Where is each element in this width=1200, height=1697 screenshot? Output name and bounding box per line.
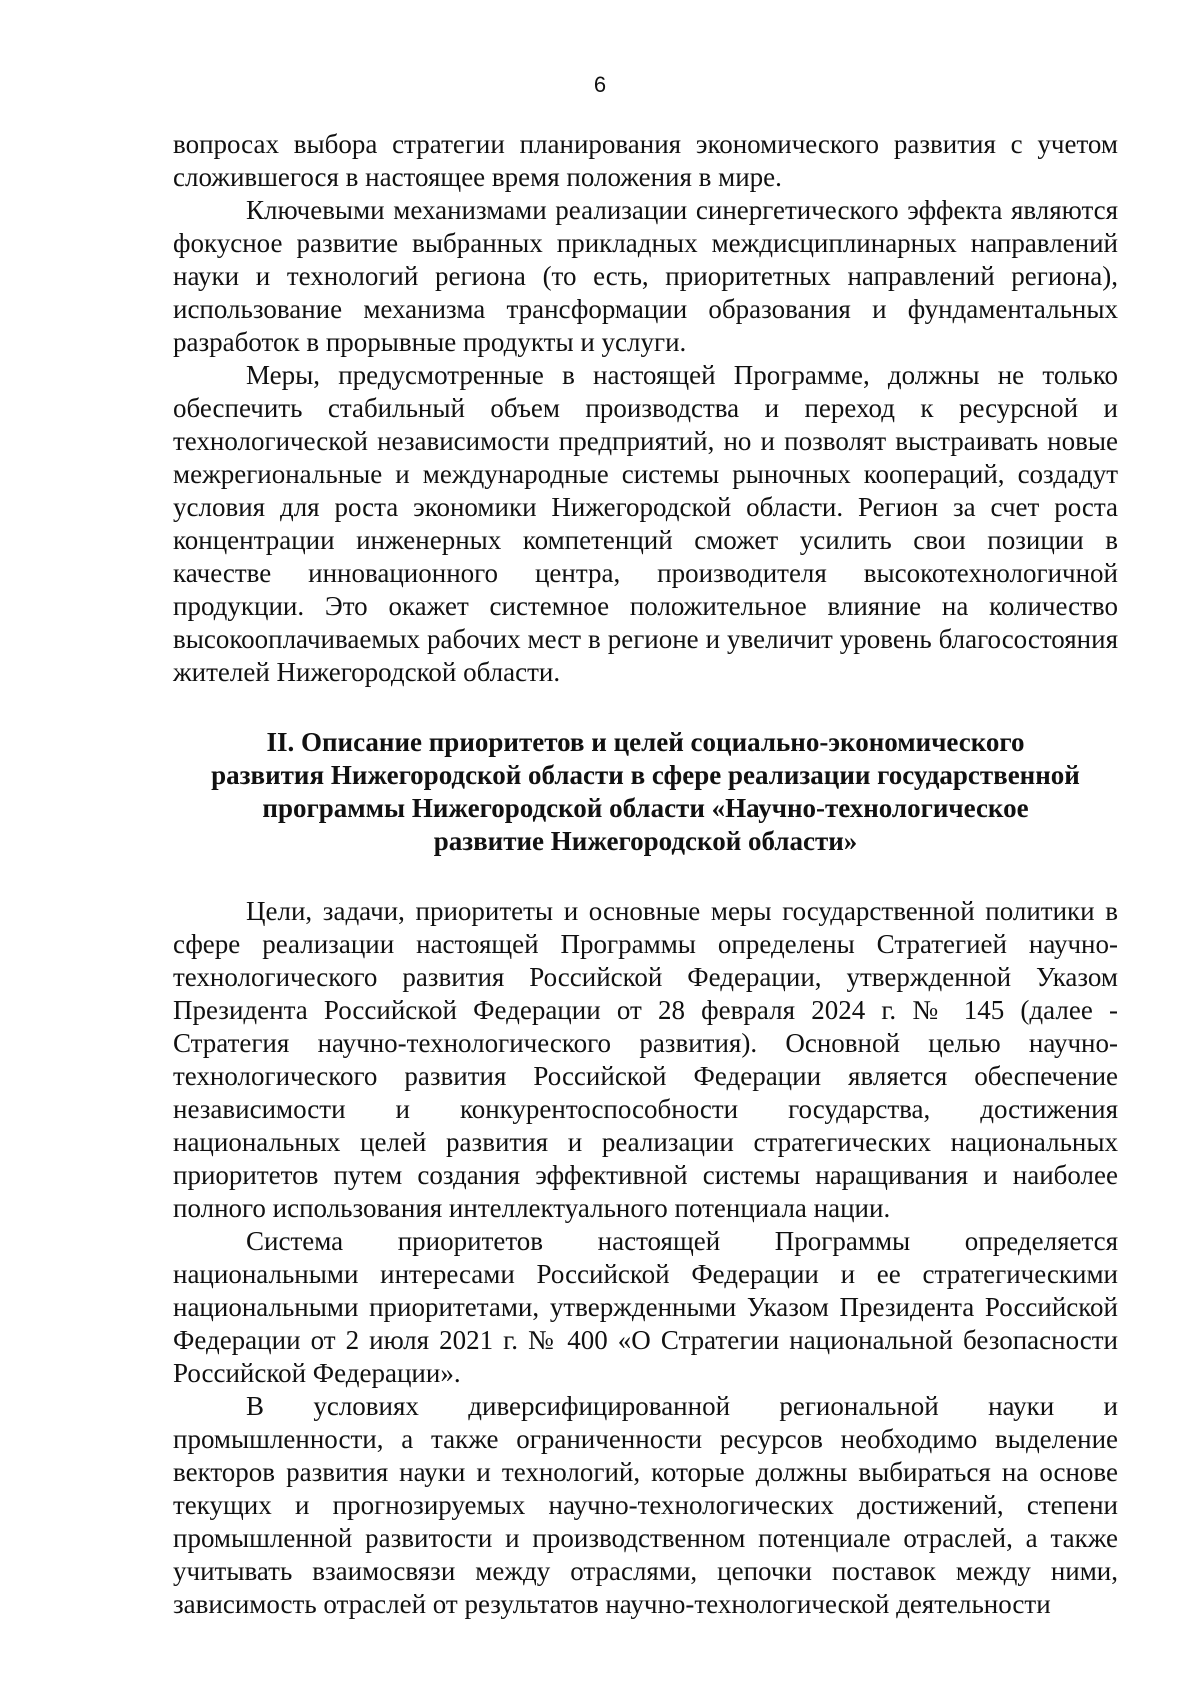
paragraph-continuation: вопросах выбора стратегии планирования экономического развития с учетом сложившегося в настоящее время положения в мире. bbox=[173, 129, 1118, 192]
paragraph-diversified-science: В условиях диверсифицированной региональной науки и промышленности, а также ограниченности ресурсов необходимо выделение векторов развития науки и технологий, которые должны выбираться на основе текущих и прогнозируемых научно-технологических достижений, степени промышленной развитости и производственном потенциале отраслей, а также учитывать взаимосвязи между отраслями, цепочки поставок между ними, зависимость отраслей от результатов научно-технологической деятельности bbox=[173, 1391, 1118, 1619]
section-heading-line: программы Нижегородской области «Научно-технологическое bbox=[262, 793, 1029, 823]
section-heading bbox=[173, 726, 1118, 858]
paragraph-goals-and-priorities: Цели, задачи, приоритеты и основные меры государственной политики в сфере реализации настоящей Программы определены Стратегией научно-технологического развития Российской Федерации, утвержденной Указом Президента Российской Федерации от 28 февраля 2024 г. № 145 (далее - Стратегия научно-технологического развития). Основной целью научно-технологического развития Российской Федерации является обеспечение независимости и конкурентоспособности государства, достижения национальных целей развития и реализации стратегических национальных приоритетов путем создания эффективной системы наращивания и наиболее полного использования интеллектуального потенциала нации. bbox=[173, 896, 1118, 1223]
page-number: 6 bbox=[593, 72, 607, 97]
paragraph-synergy-mechanisms: Ключевыми механизмами реализации синергетического эффекта являются фокусное развитие выбранных прикладных междисциплинарных направлений науки и технологий региона (то есть, приоритетных направлений региона), использование механизма трансформации образования и фундаментальных разработок в прорывные продукты и услуги. bbox=[173, 195, 1118, 357]
paragraph-program-measures: Меры, предусмотренные в настоящей Программе, должны не только обеспечить стабильный объем производства и переход к ресурсной и технологической независимости предприятий, но и позволят выстраивать новые межрегиональные и международные системы рыночных коопераций, создадут условия для роста экономики Нижегородской области. Регион за счет роста концентрации инженерных компетенций сможет усилить свои позиции в качестве инновационного центра, производителя высокотехнологичной продукции. Это окажет системное положительное влияние на количество высокооплачиваемых рабочих мест в регионе и увеличит уровень благосостояния жителей Нижегородской области. bbox=[173, 360, 1118, 687]
section-heading-line: II. Описание приоритетов и целей социально-экономического bbox=[266, 727, 1025, 757]
paragraph-priority-system: Система приоритетов настоящей Программы определяется национальными интересами Российской Федерации и ее стратегическими национальными приоритетами, утвержденными Указом Президента Российской Федерации от 2 июля 2021 г. № 400 «О Стратегии национальной безопасности Российской Федерации». bbox=[173, 1226, 1118, 1388]
section-heading-line: развитие Нижегородской области» bbox=[433, 826, 858, 856]
section-heading-line: развития Нижегородской области в сфере реализации государственной bbox=[211, 760, 1080, 790]
document-body bbox=[173, 128, 1118, 1621]
